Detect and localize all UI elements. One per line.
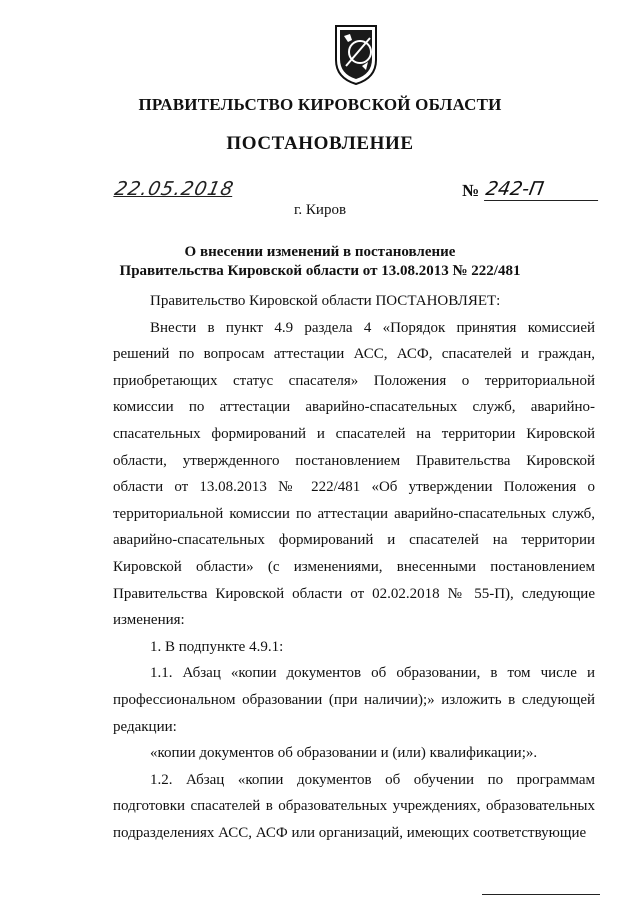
number-label: № xyxy=(462,181,480,200)
footer-rule xyxy=(482,894,600,895)
paragraph: «копии документов об образовании и (или) квалификации;». xyxy=(150,745,538,762)
paragraph: 1. В подпункте 4.9.1: xyxy=(150,638,284,655)
government-name: ПРАВИТЕЛЬСТВО КИРОВСКОЙ ОБЛАСТИ xyxy=(138,95,502,114)
subject-line-2: Правительства Кировской области от 13.08.2013 № 222/481 xyxy=(119,263,521,279)
paragraph: 1.2. Абзац «копии документов об обучении по программам подготовки спасателей в образовательных учреждениях, образовательных подразделениях АСС, АСФ или организаций, имеющих соответствующие xyxy=(113,771,595,841)
document-body xyxy=(113,273,595,846)
paragraph: Правительство Кировской области ПОСТАНОВЛЯЕТ: xyxy=(150,293,501,309)
subject-line-1: О внесении изменений в постановление xyxy=(184,244,456,260)
paragraph: Внести в пункт 4.9 раздела 4 «Порядок принятия комиссией решений по вопросам аттестации АСС, АСФ, спасателей и граждан, приобретающих статус спасателя» Положения о территориальной комиссии по аттестации аварийно-спасательных служб, аварийно-спасательных формирований и спасателей на территории Кировской области, утвержденного постановлением Правительства Кировской области от 13.08.2013 № 222/481 «Об утверждении Положения о территориальной комиссии по аттестации аварийно-спасательных служб, аварийно-спасательных формирований и спасателей на территории Кировской области» (с изменениями, внесенными постановлением Правительства Кировской области от 02.02.2018 № 55-П), следующие изменения: xyxy=(113,319,595,629)
city: г. Киров xyxy=(293,202,347,218)
paragraph: 1.1. Абзац «копии документов об образовании, в том числе и профессиональном образовании (при наличии);» изложить в следующей редакции: xyxy=(113,665,595,735)
document-date: 22.05.2018 xyxy=(112,178,237,200)
document-type: ПОСТАНОВЛЕНИЕ xyxy=(226,133,414,154)
document-number: 242-П xyxy=(484,178,602,201)
coat-of-arms-icon xyxy=(332,22,380,86)
